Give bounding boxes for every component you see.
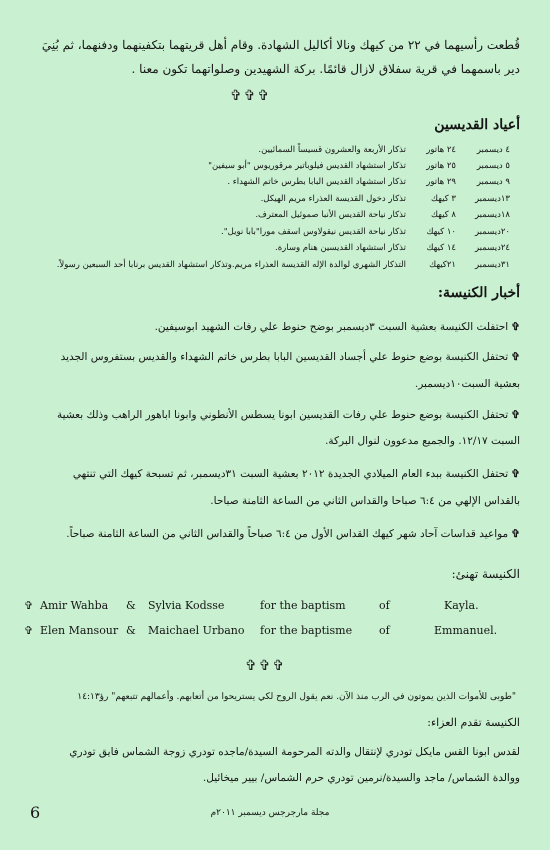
parent-name-1: Amir Wahba	[40, 599, 109, 612]
feast-row	[40, 227, 510, 243]
congrats-row	[24, 624, 524, 644]
parent-name-2: Maichael Urbano	[148, 624, 245, 637]
bible-verse: "طوبى للأموات الذين يموتون في الرب منذ الآن. نعم يقول الروح لكي يستريحوا من أتعابهم. وأعمالهم تتبعهم" رؤ١٤:١٣	[77, 692, 516, 702]
parent-name-2: Sylvia Kodsse	[148, 599, 225, 612]
feast-description: تذكار نياحة القديس نيقولاوس اسقف مورا"بابا نويل".	[221, 227, 406, 237]
news-text: تحتفل الكنيسة بوضع حنوط علي أجساد القديسين البابا بطرس خاتم الشهداء والقديس بستفروس الجديد	[60, 351, 509, 363]
feast-coptic-date: ٢٤ هاتور	[426, 145, 456, 155]
feast-row	[40, 177, 510, 193]
news-heading: أخبار الكنيسة:	[437, 285, 520, 301]
news-text: تحتفل الكنيسة بوضع حنوط علي رفات القديسين ابونا يسطس الأنطوني وابونا اباهور الراهب وذلك بعشية	[57, 409, 509, 421]
condolences-line-1: لقدس ابونا القس مايكل تودري لإنتقال والدته المرحومة السيدة/ماجده تودري زوجة الشماس فايق تودري	[69, 746, 520, 758]
feast-coptic-date: ١٠ كيهك	[426, 227, 456, 237]
news-text: احتفلت الكنيسة بعشية السبت ٣ديسمبر بوضح حنوط علي رفات الشهيد ابوسيفين.	[154, 321, 509, 333]
feast-row	[40, 145, 510, 161]
magazine-footer: مجلة مارجرجس ديسمبر ٢٠١١م	[210, 808, 330, 818]
occasion: for the baptisme	[260, 624, 353, 637]
news-item	[22, 523, 520, 545]
cross-icon: ✞	[511, 351, 520, 363]
feast-coptic-date: ١٤ كيهك	[426, 243, 456, 253]
feast-description: تذكار الأربعة والعشرون قسيساً السمائيين.	[258, 145, 406, 155]
ampersand: &	[126, 599, 136, 612]
feast-description: تذكار استشهاد القديس فيلوباتير مرقوريوس "أبو سيفين"	[208, 161, 406, 171]
feast-coptic-date: ٨ كيهك	[431, 210, 456, 220]
feast-coptic-date: ٣ كيهك	[431, 194, 456, 204]
feast-coptic-date: ٢٥ هاتور	[426, 161, 456, 171]
feast-row	[20, 260, 510, 276]
feast-description: تذكار نياحة القديس الأنبا صموئيل المعترف.	[255, 210, 406, 220]
congrats-heading: الكنيسة تهنئ:	[451, 567, 520, 581]
feast-date: ٣١ديسمبر	[474, 260, 510, 270]
cross-ornament-icon: ✞✞✞	[245, 658, 287, 674]
feast-coptic-date: ٢٩ هاتور	[426, 177, 456, 187]
cross-icon: ✞	[24, 599, 34, 612]
of-word: of	[379, 624, 390, 637]
news-item	[22, 316, 520, 338]
news-item	[22, 463, 520, 485]
news-text-continued: بعشية السبت١٠ديسمبر.	[414, 378, 520, 390]
feast-date: ١٣ديسمبر	[474, 194, 510, 204]
cross-icon: ✞	[24, 624, 34, 637]
child-name: Kayla.	[444, 599, 479, 612]
feast-date: ٢٤ديسمبر	[474, 243, 510, 253]
condolences-heading: الكنيسة تقدم العزاء:	[427, 716, 520, 729]
feast-row	[40, 161, 510, 177]
feast-date: ٤ ديسمبر	[476, 145, 510, 155]
page-number: 6	[30, 803, 41, 822]
news-item	[22, 346, 520, 368]
feast-coptic-date: ٢١كيهك	[429, 260, 456, 270]
cross-ornament-icon: ✞✞✞	[230, 88, 272, 104]
news-text-continued: السبت ١٢/١٧. والجميع مدعوون لنوال البركة.	[325, 435, 520, 447]
feast-description: تذكار استشهاد القديسين هنام وسارة.	[275, 243, 406, 253]
feast-description: التذكار الشهري لوالدة الإله القديسة العذراء مريم.وتذكار استشهاد القديس برنابا أحد السبعين رسولاً.	[56, 260, 406, 270]
congrats-row	[24, 599, 524, 619]
cross-icon: ✞	[511, 468, 520, 480]
child-name: Emmanuel.	[434, 624, 498, 637]
feast-date: ٩ ديسمبر	[476, 177, 510, 187]
cross-icon: ✞	[511, 321, 520, 333]
news-item	[22, 404, 520, 426]
feast-date: ٥ ديسمبر	[476, 161, 510, 171]
cross-icon: ✞	[511, 528, 520, 540]
intro-line-2: دير باسمهما في قرية سفلاق لازال قائمًا. بركة الشهيدين وصلواتهما تكون معنا .	[131, 62, 520, 76]
condolences-line-2: ووالدة الشماس/ ماجد والسيدة/نرمين تودري حرم الشماس/ بيير ميخائيل.	[202, 772, 520, 784]
occasion: for the baptism	[260, 599, 346, 612]
feast-row	[40, 243, 510, 259]
feasts-heading: أعياد القديسين	[434, 117, 520, 133]
feast-description: تذكار دخول القديسة العذراء مريم الهيكل.	[260, 194, 406, 204]
feast-row	[40, 194, 510, 210]
news-text: مواعيد قداسات آحاد شهر كيهك القداس الأول من ٦:٤ صباحاً والقداس الثاني من الساعة الثامنة صباحاً.	[66, 528, 509, 540]
feast-date: ٢٠ديسمبر	[474, 227, 510, 237]
cross-icon: ✞	[511, 409, 520, 421]
feast-row	[40, 210, 510, 226]
news-text-continued: بالقداس الإلهي من ٦:٤ صباحا والقداس الثاني من الساعة الثامنة صباحا.	[210, 495, 520, 507]
intro-line-1: قُطعت رأسيهما في ٢٢ من كيهك ونالا أكاليل الشهادة. وقام أهل قريتهما بتكفينهما ودفنهما، ثم بُنِيَ	[41, 38, 520, 52]
news-text: تحتفل الكنيسة ببدء العام الميلادي الجديدة ٢٠١٢ بعشية السبت ٣١ديسمبر، ثم تسبحة كيهك التي تنتهي	[72, 468, 509, 480]
feast-description: تذكار استشهاد القديس البابا بطرس خاتم الشهداء .	[227, 177, 406, 187]
ampersand: &	[126, 624, 136, 637]
parent-name-1: Elen Mansour	[40, 624, 119, 637]
feast-date: ١٨ديسمبر	[474, 210, 510, 220]
of-word: of	[379, 599, 390, 612]
